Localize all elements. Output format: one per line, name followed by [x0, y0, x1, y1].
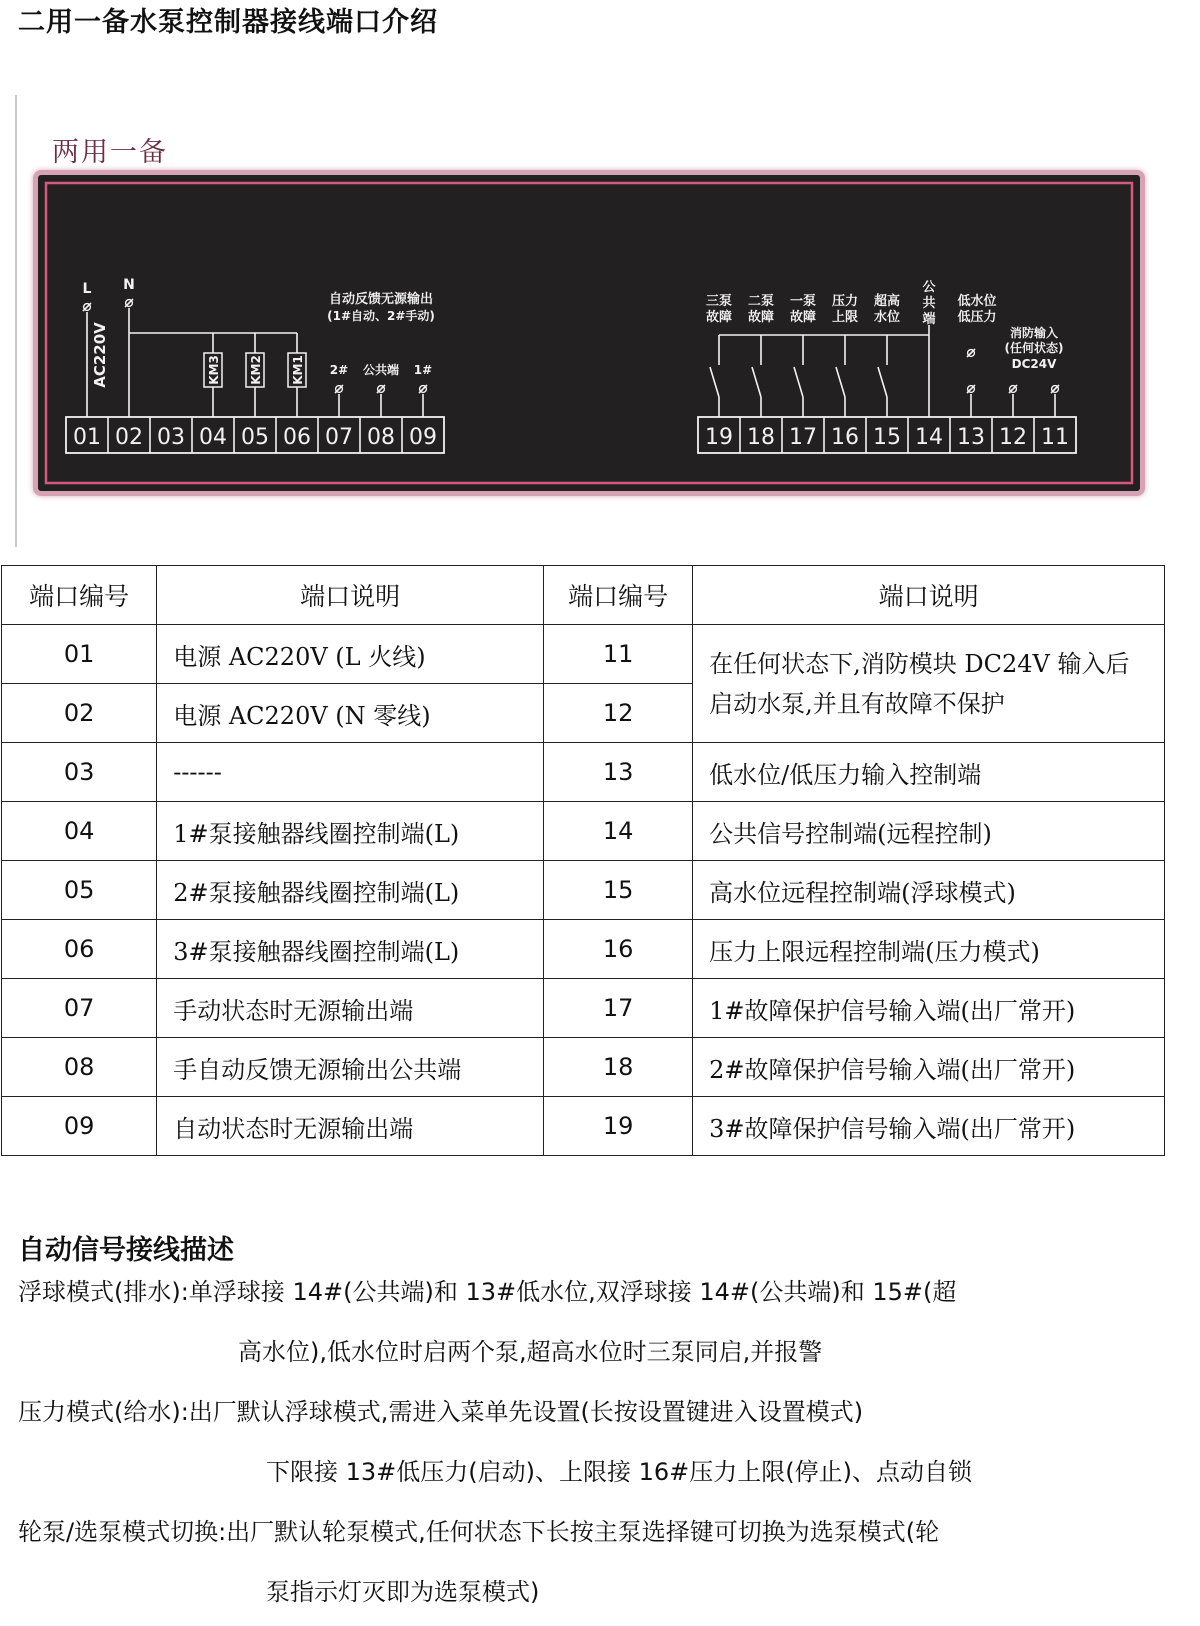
- port-description: 公共信号控制端(远程控制): [693, 802, 1165, 861]
- port-description: 电源 AC220V (L 火线): [157, 625, 544, 684]
- paragraph-line: 浮球模式(排水):单浮球接 14#(公共端)和 13#低水位,双浮球接 14#(公共端)和 15#(超: [18, 1278, 957, 1306]
- label-L: L: [82, 281, 92, 297]
- header-desc-left: 端口说明: [157, 566, 544, 625]
- section-title: 自动信号接线描述: [18, 1235, 234, 1266]
- panel-caption: 两用一备: [52, 137, 168, 168]
- port-description: ------: [157, 743, 544, 802]
- switch-contact: [878, 367, 887, 397]
- signal-label: 故障: [789, 310, 817, 325]
- terminal-number: 03: [157, 425, 185, 450]
- port-number: 02: [2, 684, 157, 743]
- terminal-number: 01: [73, 425, 101, 450]
- switch-contact: [836, 367, 845, 397]
- port-number: 18: [544, 1038, 693, 1097]
- paragraph-line: 下限接 13#低压力(启动)、上限接 16#压力上限(停止)、点动自锁: [266, 1458, 973, 1486]
- port-number: 12: [544, 684, 693, 743]
- signal-label: 三泵: [705, 294, 733, 309]
- terminal-number: 08: [367, 425, 395, 450]
- terminal-number: 04: [199, 425, 227, 450]
- port-description: 高水位远程控制端(浮球模式): [693, 861, 1165, 920]
- port-number: 03: [2, 743, 157, 802]
- terminal-number: 16: [831, 425, 859, 450]
- terminal-number: 18: [747, 425, 775, 450]
- table-header-row: [2, 566, 1165, 625]
- terminal-number: 12: [999, 425, 1027, 450]
- pressure-mode-paragraph: [18, 1382, 1198, 1502]
- port-description: 1#故障保护信号输入端(出厂常开): [693, 979, 1165, 1038]
- signal-label: 压力: [831, 294, 859, 309]
- terminal-number: 09: [409, 425, 437, 450]
- pump-switch-paragraph: [18, 1502, 1198, 1622]
- table-row: [2, 1097, 1165, 1156]
- fire-input-sub-label: (任何状态): [1004, 341, 1064, 355]
- table-row: [2, 625, 1165, 684]
- low-level-label: 低水位: [957, 294, 997, 309]
- port-number: 17: [544, 979, 693, 1038]
- port-number: 19: [544, 1097, 693, 1156]
- paragraph-line: 泵指示灯灭即为选泵模式): [266, 1578, 540, 1606]
- terminal-number: 02: [115, 425, 143, 450]
- terminal-number: 11: [1041, 425, 1069, 450]
- terminal-number: 17: [789, 425, 817, 450]
- terminal-number: 07: [325, 425, 353, 450]
- paragraph-line: 压力模式(给水):出厂默认浮球模式,需进入菜单先设置(长按设置键进入设置模式): [18, 1398, 864, 1426]
- port-number: 07: [2, 979, 157, 1038]
- port-number: 14: [544, 802, 693, 861]
- port-description: 手自动反馈无源输出公共端: [157, 1038, 544, 1097]
- port-number: 01: [2, 625, 157, 684]
- port-number: 16: [544, 920, 693, 979]
- port-description: 3#故障保护信号输入端(出厂常开): [693, 1097, 1165, 1156]
- left-divider: [15, 95, 17, 547]
- header-port-left: 端口编号: [2, 566, 157, 625]
- paragraph-line: 轮泵/选泵模式切换:出厂默认轮泵模式,任何状态下长按主泵选择键可切换为选泵模式(轮: [18, 1518, 940, 1546]
- signal-label: 故障: [705, 310, 733, 325]
- wiring-diagram: [38, 175, 1140, 491]
- table-row: [2, 802, 1165, 861]
- port-description: 在任何状态下,消防模块 DC24V 输入后启动水泵,并且有故障不保护: [693, 625, 1165, 743]
- controller-panel: [33, 170, 1145, 496]
- port-number: 13: [544, 743, 693, 802]
- right-terminal-group: [698, 280, 1076, 453]
- output-common-label: 公共端: [362, 363, 400, 377]
- feedback-sub-label: (1#自动、2#手动): [327, 309, 435, 323]
- common-label: 公: [922, 280, 936, 295]
- signal-label: 超高: [873, 294, 901, 309]
- port-table: [1, 565, 1165, 1156]
- terminal-number: 05: [241, 425, 269, 450]
- output-2-label: 2#: [329, 363, 349, 377]
- output-1-label: 1#: [413, 363, 433, 377]
- table-row: [2, 1038, 1165, 1097]
- terminal-number: 15: [873, 425, 901, 450]
- terminal-number: 06: [283, 425, 311, 450]
- page-title: 二用一备水泵控制器接线端口介绍: [18, 7, 438, 38]
- terminal-number: 14: [915, 425, 943, 450]
- low-pressure-label: 低压力: [957, 310, 997, 325]
- port-description: 电源 AC220V (N 零线): [157, 684, 544, 743]
- paragraph-line: 高水位),低水位时启两个泵,超高水位时三泵同启,并报警: [238, 1338, 823, 1366]
- fire-voltage-label: DC24V: [1011, 357, 1057, 371]
- signal-label: 一泵: [789, 294, 817, 309]
- port-description: 1#泵接触器线圈控制端(L): [157, 802, 544, 861]
- feedback-label: 自动反馈无源输出: [328, 292, 434, 307]
- header-desc-right: 端口说明: [693, 566, 1165, 625]
- port-number: 09: [2, 1097, 157, 1156]
- terminal-number: 19: [705, 425, 733, 450]
- switch-contact: [752, 367, 761, 397]
- float-mode-paragraph: [18, 1262, 1198, 1382]
- signal-label: 上限: [831, 310, 859, 325]
- voltage-label: AC220V: [91, 322, 109, 388]
- signal-label: 二泵: [747, 294, 775, 309]
- table-row: [2, 861, 1165, 920]
- fire-input-label: 消防输入: [1009, 326, 1059, 340]
- table-row: [2, 979, 1165, 1038]
- port-description: 3#泵接触器线圈控制端(L): [157, 920, 544, 979]
- left-terminal-group: [66, 277, 444, 453]
- table-row: [2, 920, 1165, 979]
- common-label: 端: [922, 312, 936, 327]
- header-port-right: 端口编号: [544, 566, 693, 625]
- signal-label: 故障: [747, 310, 775, 325]
- port-number: 06: [2, 920, 157, 979]
- port-description: 压力上限远程控制端(压力模式): [693, 920, 1165, 979]
- port-number: 05: [2, 861, 157, 920]
- contactor-label: KM1: [291, 355, 305, 385]
- port-number: 04: [2, 802, 157, 861]
- label-N: N: [123, 277, 135, 293]
- signal-label: 水位: [873, 310, 901, 325]
- contactor-label: KM2: [249, 355, 263, 385]
- port-number: 15: [544, 861, 693, 920]
- port-description: 2#故障保护信号输入端(出厂常开): [693, 1038, 1165, 1097]
- port-number: 08: [2, 1038, 157, 1097]
- common-label: 共: [922, 296, 936, 311]
- table-row: [2, 743, 1165, 802]
- port-description: 自动状态时无源输出端: [157, 1097, 544, 1156]
- port-number: 11: [544, 625, 693, 684]
- port-description: 2#泵接触器线圈控制端(L): [157, 861, 544, 920]
- contactor-label: KM3: [207, 355, 221, 385]
- port-description: 手动状态时无源输出端: [157, 979, 544, 1038]
- port-description: 低水位/低压力输入控制端: [693, 743, 1165, 802]
- switch-contact: [794, 367, 803, 397]
- switch-contact: [710, 367, 719, 397]
- terminal-number: 13: [957, 425, 985, 450]
